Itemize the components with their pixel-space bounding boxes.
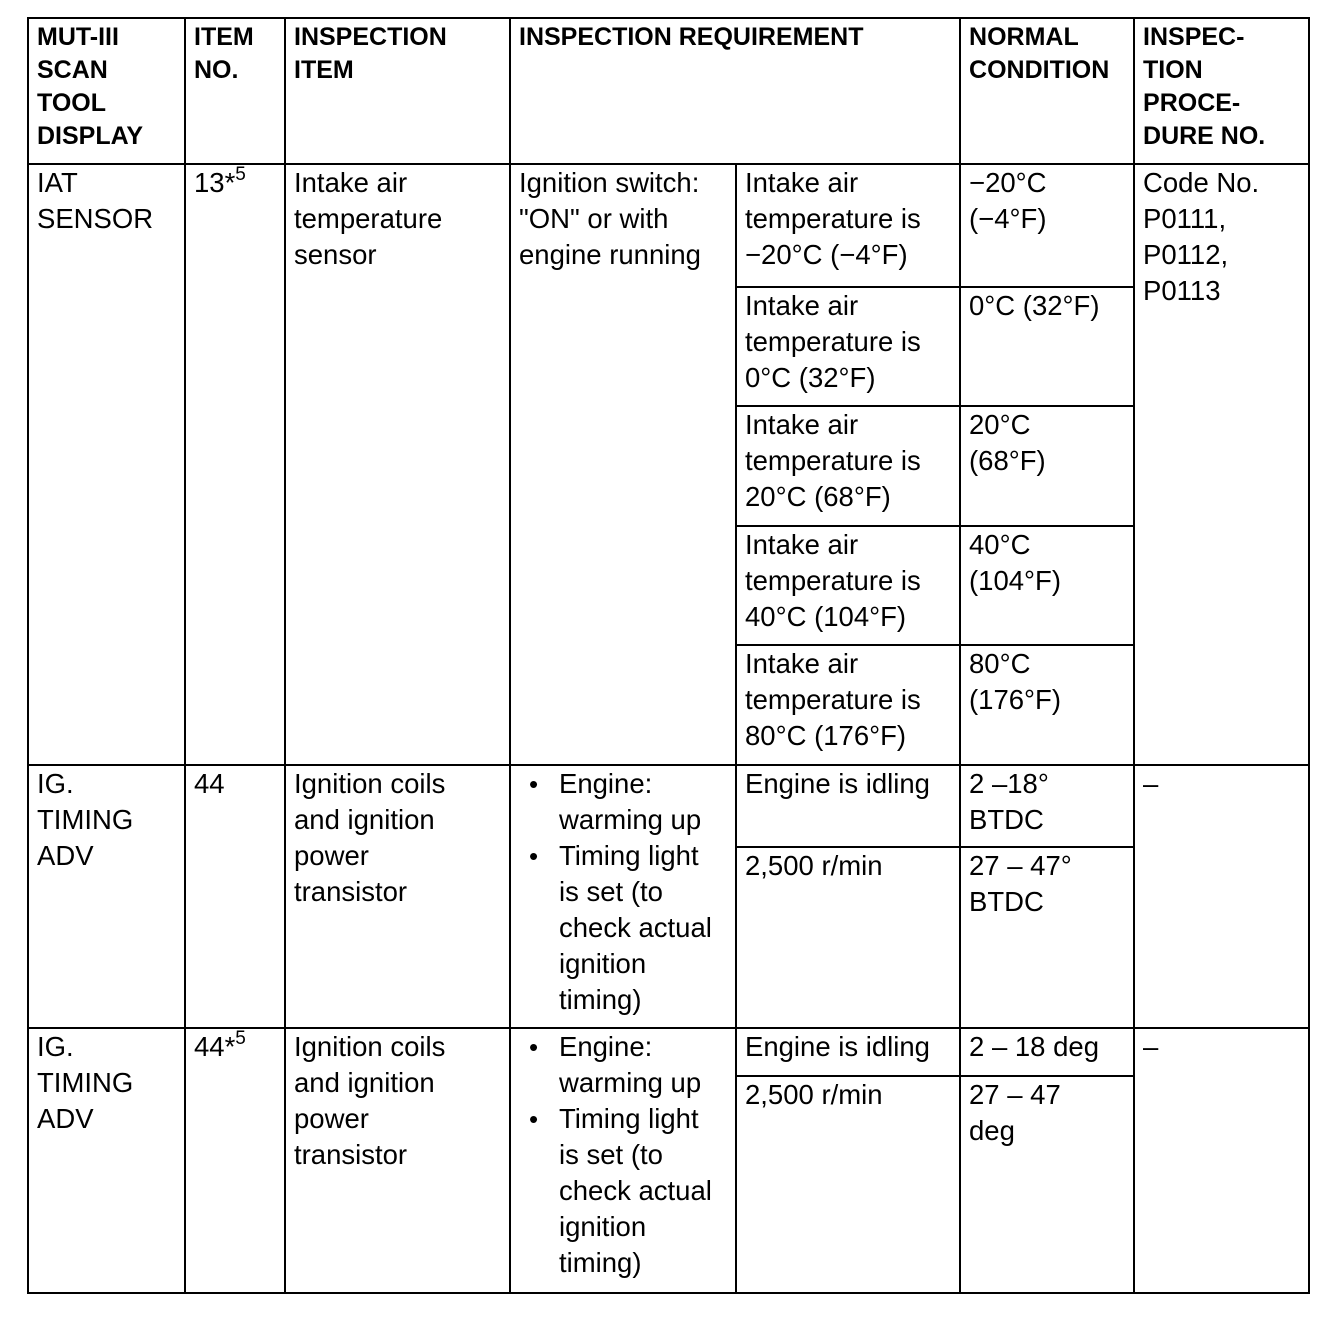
cell-line: temperature is [745, 565, 921, 596]
cell-line: Engine is idling [745, 768, 930, 799]
cell-line: warming up [559, 1067, 702, 1098]
cell-line: – [1143, 1031, 1159, 1062]
header-line: TION [1143, 56, 1203, 84]
cell-requirement [510, 164, 736, 765]
cell-normal-condition [960, 164, 1134, 287]
cell-normal-condition [960, 765, 1134, 847]
cell-line: −20°C [969, 167, 1047, 198]
cell-scan-tool-display [28, 765, 185, 1028]
cell-line: deg [969, 1115, 1015, 1146]
cell-line: P0111, [1143, 203, 1227, 234]
cell-line: ADV [37, 840, 94, 871]
header-procedure-no [1134, 18, 1309, 164]
cell-line: BTDC [969, 886, 1044, 917]
cell-line: 20°C (68°F) [745, 481, 891, 512]
header-line: ITEM [194, 23, 254, 51]
cell-line: 40°C (104°F) [745, 601, 907, 632]
header-line: SCAN [37, 56, 108, 84]
cell-condition [736, 765, 960, 847]
cell-inspection-item [285, 164, 510, 765]
cell-line: is set (to [559, 876, 663, 907]
cell-line: P0112, [1143, 239, 1229, 270]
inspection-table [27, 17, 1310, 1294]
cell-procedure-no [1134, 765, 1309, 1028]
cell-requirement [510, 1028, 736, 1293]
cell-line: Ignition coils [294, 1031, 446, 1062]
cell-line: Intake air [294, 167, 408, 198]
cell-line: 2,500 r/min [745, 850, 883, 881]
cell-line: Ignition switch: [519, 167, 700, 198]
cell-condition [736, 1076, 960, 1293]
cell-line: TIMING [37, 804, 134, 835]
cell-line: IAT [37, 167, 78, 198]
cell-line: temperature is [745, 326, 921, 357]
cell-line: IG. [37, 768, 74, 799]
cell-scan-tool-display [28, 164, 185, 765]
cell-line: Intake air [745, 290, 859, 321]
header-scan-tool-display [28, 18, 185, 164]
header-line: INSPEC- [1143, 23, 1245, 51]
cell-line: engine running [519, 239, 701, 270]
header-line: TOOL [37, 89, 106, 117]
cell-inspection-item [285, 765, 510, 1028]
item-no-superscript: 5 [235, 1028, 246, 1049]
cell-line: • Timing light [559, 1103, 699, 1134]
cell-line: Intake air [745, 529, 859, 560]
cell-line: 0°C (32°F) [745, 362, 876, 393]
cell-line: and ignition [294, 1067, 435, 1098]
cell-line: Ignition coils [294, 768, 446, 799]
header-line: INSPECTION REQUIREMENT [519, 23, 864, 51]
requirement-bullet-list [519, 766, 729, 1018]
item-no-text: 13* [194, 167, 236, 198]
cell-normal-condition [960, 406, 1134, 526]
cell-condition [736, 1028, 960, 1076]
cell-normal-condition [960, 847, 1134, 1028]
cell-line: (−4°F) [969, 203, 1047, 234]
cell-line: – [1143, 768, 1159, 799]
cell-condition [736, 526, 960, 645]
header-line: ITEM [294, 56, 354, 84]
header-line: NORMAL [969, 23, 1079, 51]
bullet-item [559, 1029, 729, 1101]
cell-normal-condition [960, 1076, 1134, 1293]
cell-line: Intake air [745, 648, 859, 679]
cell-line: 80°C (176°F) [745, 720, 907, 751]
cell-line: temperature is [745, 684, 921, 715]
cell-condition [736, 287, 960, 406]
cell-line: 27 – 47° [969, 850, 1072, 881]
cell-line: temperature is [745, 445, 921, 476]
item-no-superscript: 5 [235, 164, 246, 185]
cell-line: Code No. [1143, 167, 1260, 198]
cell-line: ignition [559, 1211, 647, 1242]
cell-line: warming up [559, 804, 702, 835]
cell-normal-condition [960, 1028, 1134, 1076]
cell-line: (176°F) [969, 684, 1062, 715]
bullet-item [559, 766, 729, 838]
cell-line: power [294, 840, 369, 871]
cell-line: ADV [37, 1103, 94, 1134]
header-line: DISPLAY [37, 122, 144, 150]
cell-line: "ON" or with [519, 203, 669, 234]
header-item-no [185, 18, 285, 164]
cell-normal-condition [960, 645, 1134, 765]
cell-line: check actual [559, 1175, 712, 1206]
cell-line: −20°C (−4°F) [745, 239, 908, 270]
cell-line: (104°F) [969, 565, 1062, 596]
cell-line: power [294, 1103, 369, 1134]
cell-condition [736, 847, 960, 1028]
table-row [28, 765, 1309, 847]
cell-line: temperature is [745, 203, 921, 234]
cell-procedure-no [1134, 1028, 1309, 1293]
cell-condition [736, 645, 960, 765]
cell-item-no [185, 164, 285, 765]
header-inspection-item [285, 18, 510, 164]
cell-scan-tool-display [28, 1028, 185, 1293]
cell-line: temperature [294, 203, 443, 234]
header-line: NO. [194, 56, 239, 84]
cell-line: 2 –18° [969, 768, 1049, 799]
header-line: CONDITION [969, 56, 1110, 84]
cell-line: Engine is idling [745, 1031, 930, 1062]
cell-requirement [510, 765, 736, 1028]
header-normal-condition [960, 18, 1134, 164]
cell-normal-condition [960, 287, 1134, 406]
cell-line: 27 – 47 [969, 1079, 1061, 1110]
cell-line: check actual [559, 912, 712, 943]
cell-line: 20°C [969, 409, 1031, 440]
cell-item-no [185, 765, 285, 1028]
cell-line: ignition [559, 948, 647, 979]
cell-condition [736, 406, 960, 526]
cell-line: and ignition [294, 804, 435, 835]
cell-line: • Timing light [559, 840, 699, 871]
header-line: MUT-III [37, 23, 119, 51]
cell-inspection-item [285, 1028, 510, 1293]
cell-line: 2 – 18 deg [969, 1031, 1099, 1062]
table-row [28, 164, 1309, 287]
cell-line: 80°C [969, 648, 1031, 679]
cell-line: TIMING [37, 1067, 134, 1098]
cell-line: Intake air [745, 409, 859, 440]
header-line: PROCE- [1143, 89, 1241, 117]
cell-line: SENSOR [37, 203, 154, 234]
item-no-text: 44* [194, 1031, 236, 1062]
cell-line: IG. [37, 1031, 74, 1062]
cell-line: timing) [559, 1247, 642, 1278]
cell-line: transistor [294, 1139, 408, 1170]
table-row [28, 1028, 1309, 1076]
cell-line: • Engine: [559, 768, 653, 799]
cell-condition [736, 164, 960, 287]
item-no-text: 44 [194, 768, 225, 799]
bullet-item [559, 838, 729, 1018]
cell-normal-condition [960, 526, 1134, 645]
cell-line: 40°C [969, 529, 1031, 560]
cell-procedure-no [1134, 164, 1309, 765]
cell-line: 2,500 r/min [745, 1079, 883, 1110]
header-row [28, 18, 1309, 164]
cell-line: sensor [294, 239, 377, 270]
header-line: DURE NO. [1143, 122, 1266, 150]
header-line: INSPECTION [294, 23, 447, 51]
cell-line: timing) [559, 984, 642, 1015]
cell-line: transistor [294, 876, 408, 907]
cell-line: is set (to [559, 1139, 663, 1170]
cell-line: (68°F) [969, 445, 1046, 476]
cell-item-no [185, 1028, 285, 1293]
cell-line: P0113 [1143, 275, 1221, 306]
cell-line: Intake air [745, 167, 859, 198]
cell-line: BTDC [969, 804, 1044, 835]
cell-line: • Engine: [559, 1031, 653, 1062]
requirement-bullet-list [519, 1029, 729, 1281]
bullet-item [559, 1101, 729, 1281]
cell-line: 0°C (32°F) [969, 290, 1100, 321]
header-inspection-requirement [510, 18, 960, 164]
